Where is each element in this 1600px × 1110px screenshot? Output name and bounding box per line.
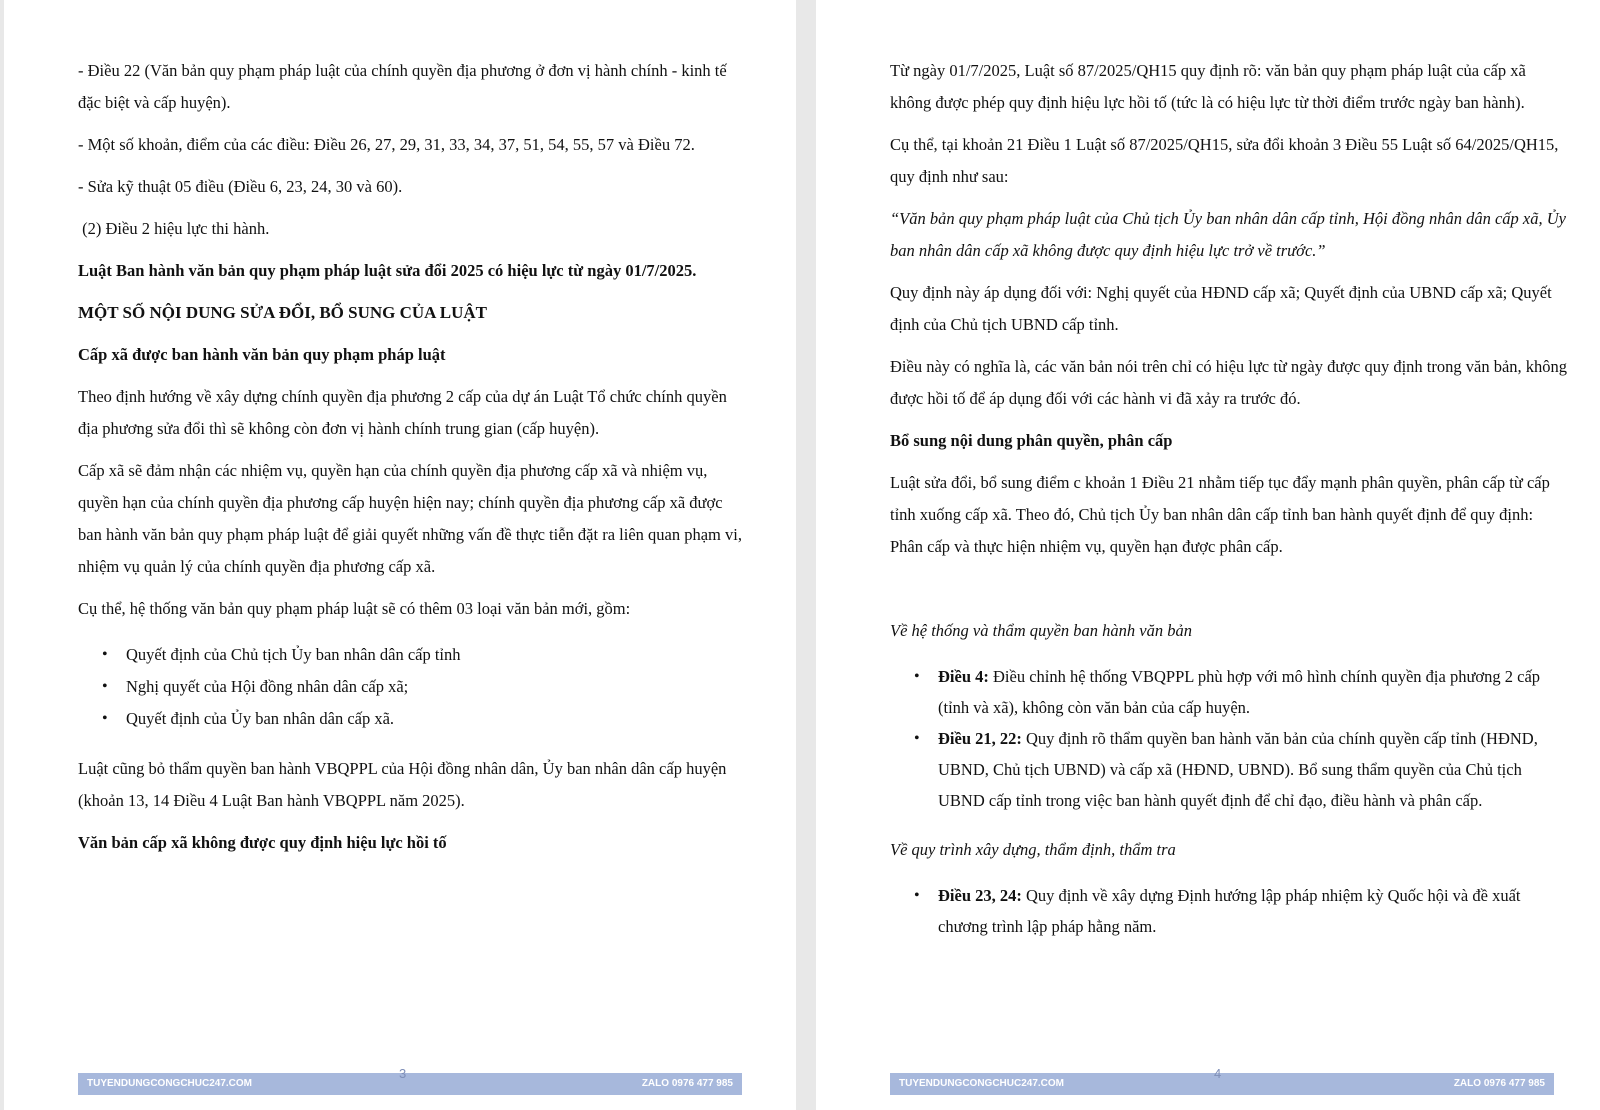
bullet-list (890, 880, 1570, 942)
paragraph: Điều này có nghĩa là, các văn bản nói trên chỉ có hiệu lực từ ngày được quy định trong văn bản, không được hồi tố để áp dụng đối với các hành vi đã xảy ra trước đó. (890, 357, 1568, 408)
effective-date-paragraph: Luật Ban hành văn bản quy phạm pháp luật sửa đổi 2025 có hiệu lực từ ngày 01/7/2025. (78, 261, 697, 280)
list-item (890, 723, 1570, 816)
footer-zalo: ZALO 0976 477 985 (1453, 1078, 1545, 1089)
paragraph: Từ ngày 01/7/2025, Luật số 87/2025/QH15 quy định rõ: văn bản quy phạm pháp luật của cấp xã không được phép quy định hiệu lực hồi tố (tức là có hiệu lực từ thời điểm trước ngày ban hành). (890, 61, 1526, 112)
document-page-3 (4, 0, 796, 1110)
page-footer (890, 1073, 1554, 1095)
article-text: Quy định về xây dựng Định hướng lập pháp nhiệm kỳ Quốc hội và đề xuất chương trình lập pháp hằng năm. (938, 886, 1521, 936)
italic-subheading: Về hệ thống và thẩm quyền ban hành văn bản (890, 621, 1192, 640)
list-item (890, 661, 1570, 723)
list-item: • Quyết định của Ủy ban nhân dân cấp xã. (78, 703, 748, 735)
subsection-heading: Bổ sung nội dung phân quyền, phân cấp (890, 431, 1173, 450)
page-number: 4 (1214, 1066, 1222, 1081)
article-label: Điều 23, 24: (938, 886, 1022, 905)
paragraph: - Sửa kỹ thuật 05 điều (Điều 6, 23, 24, 30 và 60). (78, 177, 403, 196)
article-label: Điều 21, 22: (938, 729, 1022, 748)
paragraph: Cấp xã sẽ đảm nhận các nhiệm vụ, quyền hạn của chính quyền địa phương cấp xã và nhiệm vụ, quyền hạn của chính quyền địa phương cấp huyện hiện nay; chính quyền địa phương cấp xã được ban hành văn bản quy phạm pháp luật để giải quyết những vấn đề thực tiễn đặt ra liên quan phạm vi, nhiệm vụ quản lý của chính quyền địa phương cấp xã. (78, 461, 742, 576)
document-page-4 (816, 0, 1600, 1110)
paragraph: (2) Điều 2 hiệu lực thi hành. (78, 219, 270, 238)
paragraph: Cụ thể, tại khoản 21 Điều 1 Luật số 87/2025/QH15, sửa đổi khoản 3 Điều 55 Luật số 64/2025/QH15, quy định như sau: (890, 135, 1559, 186)
bullet-list (78, 639, 748, 735)
italic-subheading: Về quy trình xây dựng, thẩm định, thẩm tra (890, 840, 1176, 859)
list-item: • Quyết định của Chủ tịch Ủy ban nhân dân cấp tỉnh (78, 639, 748, 671)
paragraph: Luật cũng bỏ thẩm quyền ban hành VBQPPL của Hội đồng nhân dân, Ủy ban nhân dân cấp huyện (khoản 13, 14 Điều 4 Luật Ban hành VBQPPL năm 2025). (78, 759, 727, 810)
page-footer (78, 1073, 742, 1095)
paragraph: Theo định hướng về xây dựng chính quyền địa phương 2 cấp của dự án Luật Tổ chức chính quyền địa phương sửa đổi thì sẽ không còn đơn vị hành chính trung gian (cấp huyện). (78, 387, 727, 438)
article-text: Điều chỉnh hệ thống VBQPPL phù hợp với mô hình chính quyền địa phương 2 cấp (tỉnh và xã), không còn văn bản của cấp huyện. (938, 667, 1541, 717)
paragraph: - Một số khoản, điểm của các điều: Điều 26, 27, 29, 31, 33, 34, 37, 51, 54, 55, 57 và Điều 72. (78, 135, 695, 154)
page-content (890, 55, 1570, 960)
footer-site: TUYENDUNGCONGCHUC247.COM (899, 1078, 1065, 1089)
section-heading: MỘT SỐ NỘI DUNG SỬA ĐỔI, BỔ SUNG CỦA LUẬT (78, 303, 488, 322)
quote-paragraph: “Văn bản quy phạm pháp luật của Chủ tịch Ủy ban nhân dân cấp tỉnh, Hội đồng nhân dân cấp xã, Ủy ban nhân dân cấp xã không được quy định hiệu lực trở về trước.” (890, 209, 1566, 260)
paragraph: Luật sửa đổi, bổ sung điểm c khoản 1 Điều 21 nhằm tiếp tục đẩy mạnh phân quyền, phân cấp từ cấp tỉnh xuống cấp xã. Theo đó, Chủ tịch Ủy ban nhân dân cấp tỉnh ban hành quyết định để quy định: Phân cấp và thực hiện nhiệm vụ, quyền hạn được phân cấp. (890, 473, 1550, 556)
list-item: • Nghị quyết của Hội đồng nhân dân cấp xã; (78, 671, 748, 703)
footer-zalo: ZALO 0976 477 985 (641, 1078, 733, 1089)
footer-site: TUYENDUNGCONGCHUC247.COM (87, 1078, 253, 1089)
bullet-list (890, 661, 1570, 816)
article-text: Quy định rõ thẩm quyền ban hành văn bản của chính quyền cấp tỉnh (HĐND, UBND, Chủ tịch UBND) và cấp xã (HĐND, UBND). Bổ sung thẩm quyền của Chủ tịch UBND cấp tỉnh trong việc ban hành quyết định để chỉ đạo, điều hành và phân cấp. (938, 729, 1538, 810)
subsection-heading: Cấp xã được ban hành văn bản quy phạm pháp luật (78, 345, 446, 364)
paragraph: - Điều 22 (Văn bản quy phạm pháp luật của chính quyền địa phương ở đơn vị hành chính - kinh tế đặc biệt và cấp huyện). (78, 61, 727, 112)
paragraph: Quy định này áp dụng đối với: Nghị quyết của HĐND cấp xã; Quyết định của UBND cấp xã; Quyết định của Chủ tịch UBND cấp tỉnh. (890, 283, 1552, 334)
article-label: Điều 4: (938, 667, 989, 686)
page-content (78, 55, 748, 869)
paragraph: Cụ thể, hệ thống văn bản quy phạm pháp luật sẽ có thêm 03 loại văn bản mới, gồm: (78, 599, 631, 618)
page-number: 3 (399, 1066, 407, 1081)
subsection-heading: Văn bản cấp xã không được quy định hiệu lực hồi tố (78, 833, 447, 852)
list-item (890, 880, 1570, 942)
